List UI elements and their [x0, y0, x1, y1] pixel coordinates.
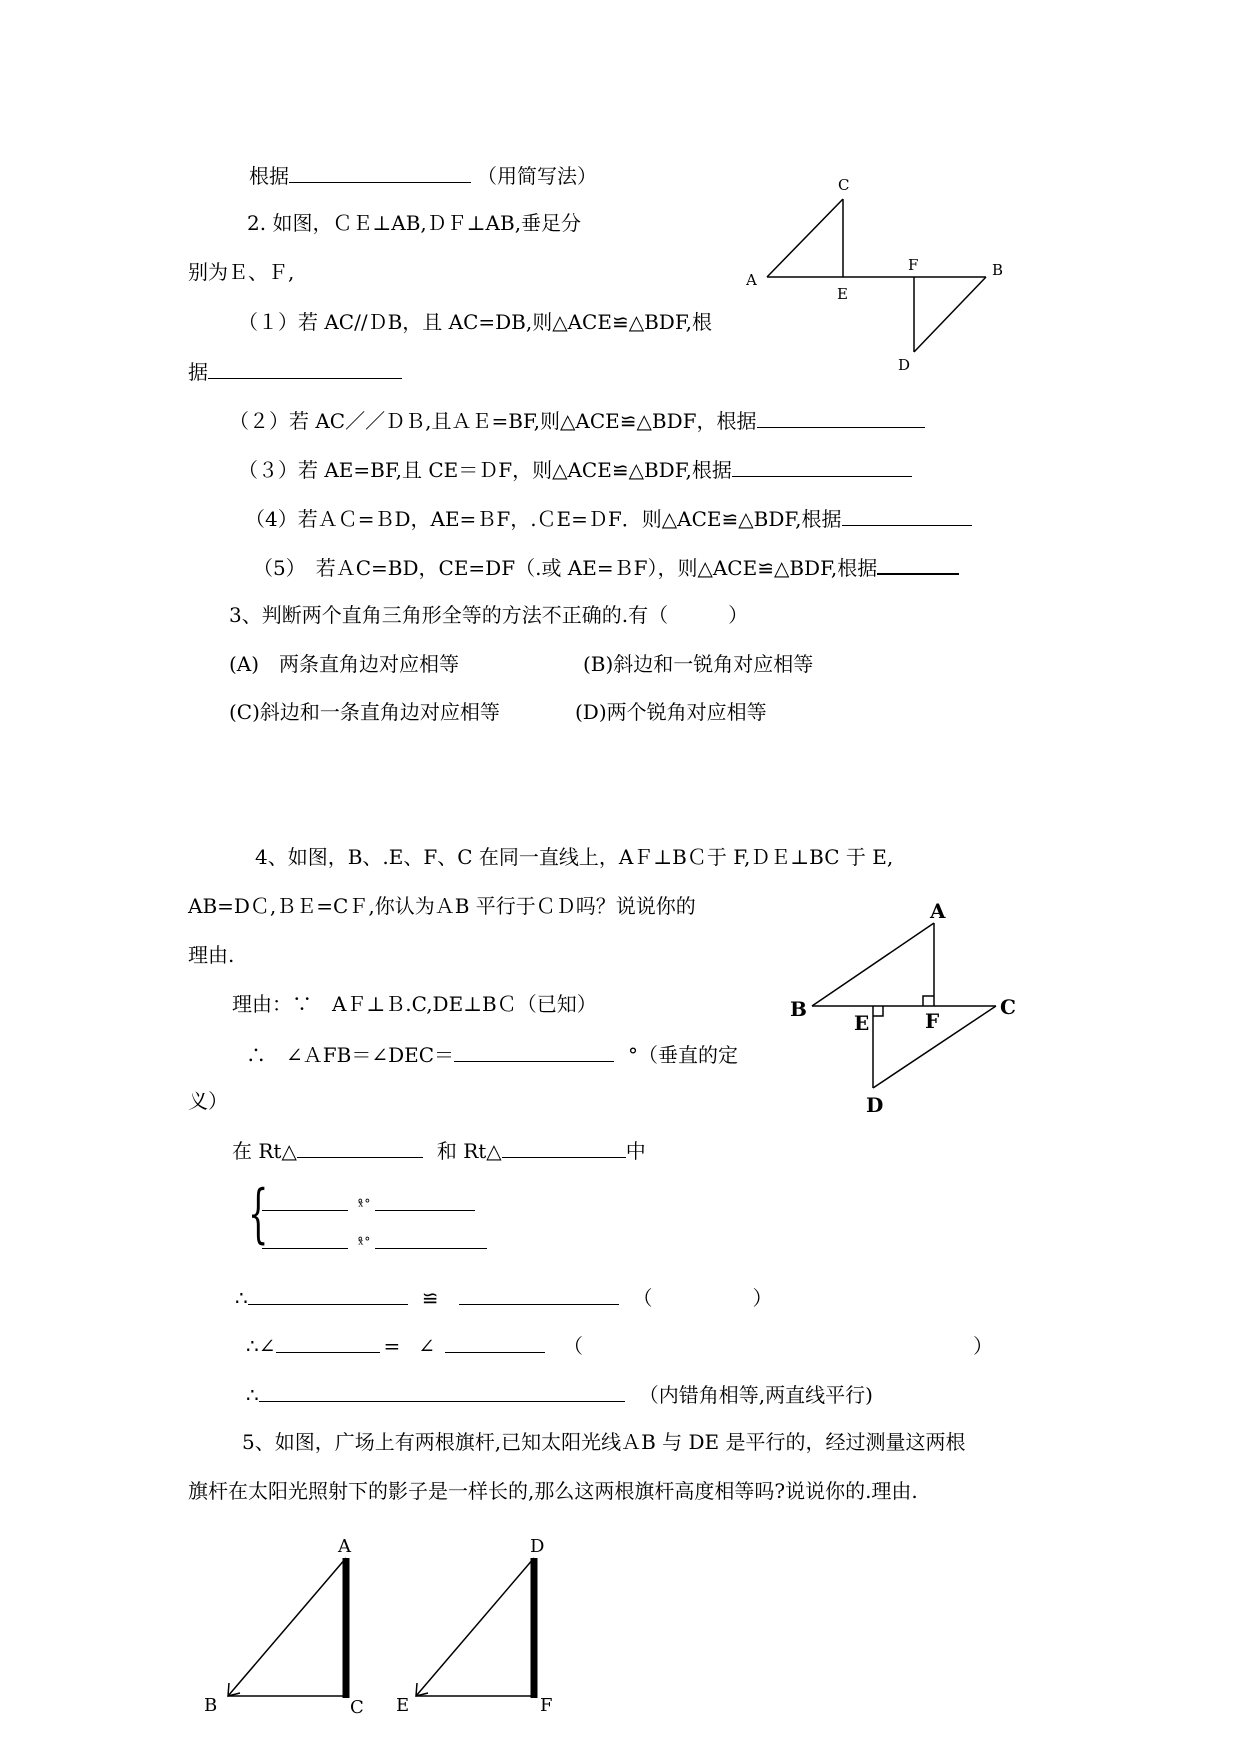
q5-line-de — [416, 1558, 534, 1696]
q4-right-angle-f — [923, 996, 934, 1006]
q2-part3 — [238, 454, 912, 484]
q4-reason2-suffix: °（垂直的定 — [628, 1043, 739, 1067]
q5-figure — [200, 1535, 580, 1735]
q2-label-d: D — [898, 356, 911, 374]
q2-part4-blank[interactable] — [842, 503, 972, 526]
q2-part2-blank[interactable] — [757, 405, 925, 428]
q5-label-b: B — [204, 1695, 218, 1716]
q4-label-b: B — [790, 997, 807, 1021]
q5-line-ab — [228, 1558, 346, 1696]
q4-cong-left-blank[interactable] — [248, 1282, 408, 1305]
q4-angle1-blank[interactable] — [276, 1330, 380, 1353]
q4-label-c: C — [1000, 995, 1016, 1019]
q4-right-angle-e — [873, 1006, 883, 1016]
q4-cong-paren-close: ） — [752, 1286, 773, 1310]
q2-figure — [740, 176, 1004, 376]
q5-stem-line1: 5、如图，广场上有两根旗杆,已知太阳光线ＡB 与 DE 是平行的，经过测量这两根 — [242, 1430, 966, 1454]
q4-in-triangles — [232, 1135, 646, 1165]
q4-sys2-right-blank[interactable] — [375, 1226, 487, 1249]
q2-part4 — [245, 503, 972, 533]
q5-label-a: A — [338, 1536, 351, 1557]
q4-congruent-line — [235, 1282, 773, 1312]
q4-final-blank[interactable] — [259, 1379, 625, 1402]
q4-label-d: D — [866, 1093, 884, 1117]
q4-label-f: F — [925, 1009, 940, 1033]
q2-part3-blank[interactable] — [732, 454, 912, 477]
q2-line-db — [914, 277, 986, 352]
q3-option-a[interactable]: (A) 两条直角边对应相等 — [229, 652, 460, 676]
q2-label-e: E — [837, 285, 848, 303]
q2-part4-text: （4）若ＡＣ=ＢD，AE=ＢF，.ＣE=ＤF．则△ACE≌△BDF,根据 — [245, 507, 842, 531]
q4-triangle2-blank[interactable] — [502, 1135, 626, 1158]
q2-part1-blank[interactable] — [208, 356, 402, 379]
q1-suffix: （用简写法） — [477, 164, 597, 188]
q4-figure — [790, 900, 1020, 1120]
q5-label-d: D — [530, 1536, 545, 1557]
q5-label-c: C — [350, 1697, 364, 1718]
q4-sys2-left-blank[interactable] — [262, 1226, 348, 1249]
q4-sys1-right-blank[interactable] — [375, 1188, 475, 1211]
q4-label-e: E — [854, 1011, 870, 1035]
q4-angle-sym-2: ∠ — [418, 1334, 436, 1358]
q2-label-b: B — [992, 261, 1004, 279]
q4-equals: = — [383, 1334, 401, 1358]
q2-label-c: C — [838, 176, 850, 194]
q3-stem: 3、判断两个直角三角形全等的方法不正确的.有（ ） — [229, 603, 749, 627]
q4-in-suffix: 中 — [625, 1139, 646, 1163]
q2-stem-line2: 别为Ｅ、Ｆ, — [188, 260, 295, 284]
q2-part1-line2 — [188, 356, 402, 386]
q3-option-d[interactable]: (D)两个锐角对应相等 — [575, 700, 767, 724]
q4-cong-paren-open: （ — [632, 1286, 653, 1310]
q1-answer-line — [249, 160, 597, 190]
q4-reason1: 理由：∵ AＦ⊥Ｂ.C,DE⊥BＣ（已知） — [232, 992, 597, 1016]
q4-system-row1 — [262, 1188, 475, 1221]
q4-reason2-cont: 义） — [188, 1089, 228, 1113]
q5-label-f: F — [540, 1695, 553, 1716]
q2-label-a: A — [746, 271, 757, 289]
q5-stem-line2: 旗杆在太阳光照射下的影子是一样长的,那么这两根旗杆高度相等吗?说说你的.理由. — [188, 1479, 918, 1503]
q4-congruent-sym: ≌ — [421, 1286, 439, 1310]
q2-part5 — [253, 551, 959, 582]
q4-sys1-sym: ˣ̊˚ — [358, 1199, 371, 1215]
q2-stem-line1: 2. 如图，ＣＥ⊥AB,ＤＦ⊥AB,垂足分 — [247, 211, 582, 235]
q2-part2 — [229, 405, 925, 435]
q4-therefore-2: ∴ — [246, 1334, 259, 1358]
q1-prefix: 根据 — [249, 164, 289, 188]
q2-line-ac — [767, 199, 843, 277]
q2-part2-text: （２）若 AC／／ＤＢ,且ＡＥ=BF,则△ACE≌△BDF，根据 — [229, 409, 757, 433]
q4-stem-line1: 4、如图，B、.E、F、C 在同一直线上，AＦ⊥BＣ于 F,ＤＥ⊥BC 于 E, — [255, 845, 894, 869]
q3-option-c[interactable]: (C)斜边和一条直角边对应相等 — [229, 700, 500, 724]
q4-therefore-3: ∴ — [246, 1383, 259, 1407]
q4-sys1-left-blank[interactable] — [262, 1188, 348, 1211]
q2-part1-prefix: 据 — [188, 360, 208, 384]
q4-angle-sym-1: ∠ — [258, 1334, 276, 1358]
q3-option-b[interactable]: (B)斜边和一锐角对应相等 — [583, 652, 814, 676]
q2-part5-text: （5） 若ＡC=BD，CE=DF（.或 AE=ＢF），则△ACE≌△BDF,根据 — [253, 556, 878, 580]
q4-sys2-sym: ˣ̊˚ — [358, 1237, 371, 1253]
q4-angle-blank[interactable] — [454, 1039, 614, 1062]
q4-label-a: A — [930, 899, 946, 923]
q5-label-e: E — [396, 1695, 410, 1716]
q4-triangle1-blank[interactable] — [297, 1135, 423, 1158]
q4-final-line — [246, 1379, 873, 1409]
q4-therefore-1: ∴ — [235, 1286, 248, 1310]
q1-blank[interactable] — [289, 160, 471, 183]
q4-line-ba — [812, 923, 934, 1006]
q4-stem-line2: AB=DＣ,ＢＥ=CＦ,你认为ＡB 平行于ＣＤ吗？说说你的 — [188, 894, 696, 918]
q4-system-row2 — [262, 1226, 487, 1259]
q4-reason2-prefix: ∴ ∠ＡFB＝∠DEC＝ — [246, 1043, 455, 1067]
q2-part3-text: （３）若 AE=BF,且 CE＝ＤF，则△ACE≌△BDF,根据 — [238, 458, 732, 482]
q4-reason2 — [246, 1039, 738, 1069]
q4-in-prefix: 在 Rt△ — [232, 1139, 297, 1163]
q4-stem-line3: 理由. — [188, 943, 235, 967]
q4-angle-reason[interactable] — [583, 1331, 973, 1353]
q2-label-f: F — [908, 256, 919, 274]
q4-angle-line — [246, 1330, 993, 1360]
q2-part5-blank[interactable] — [877, 551, 959, 575]
q4-system-brace: { — [248, 1177, 269, 1251]
q2-part1-line1: （１）若 AC//ＤB，且 AC=DB,则△ACE≌△BDF,根 — [238, 310, 712, 334]
q4-cong-reason[interactable] — [653, 1283, 753, 1305]
q4-angle2-blank[interactable] — [445, 1330, 545, 1353]
q4-angle-paren-close: ） — [973, 1334, 994, 1358]
q4-final-reason: （内错角相等,两直线平行) — [638, 1383, 873, 1407]
q4-in-mid: 和 Rt△ — [436, 1139, 502, 1163]
q4-angle-paren-open: （ — [563, 1334, 584, 1358]
q4-cong-right-blank[interactable] — [459, 1282, 619, 1305]
